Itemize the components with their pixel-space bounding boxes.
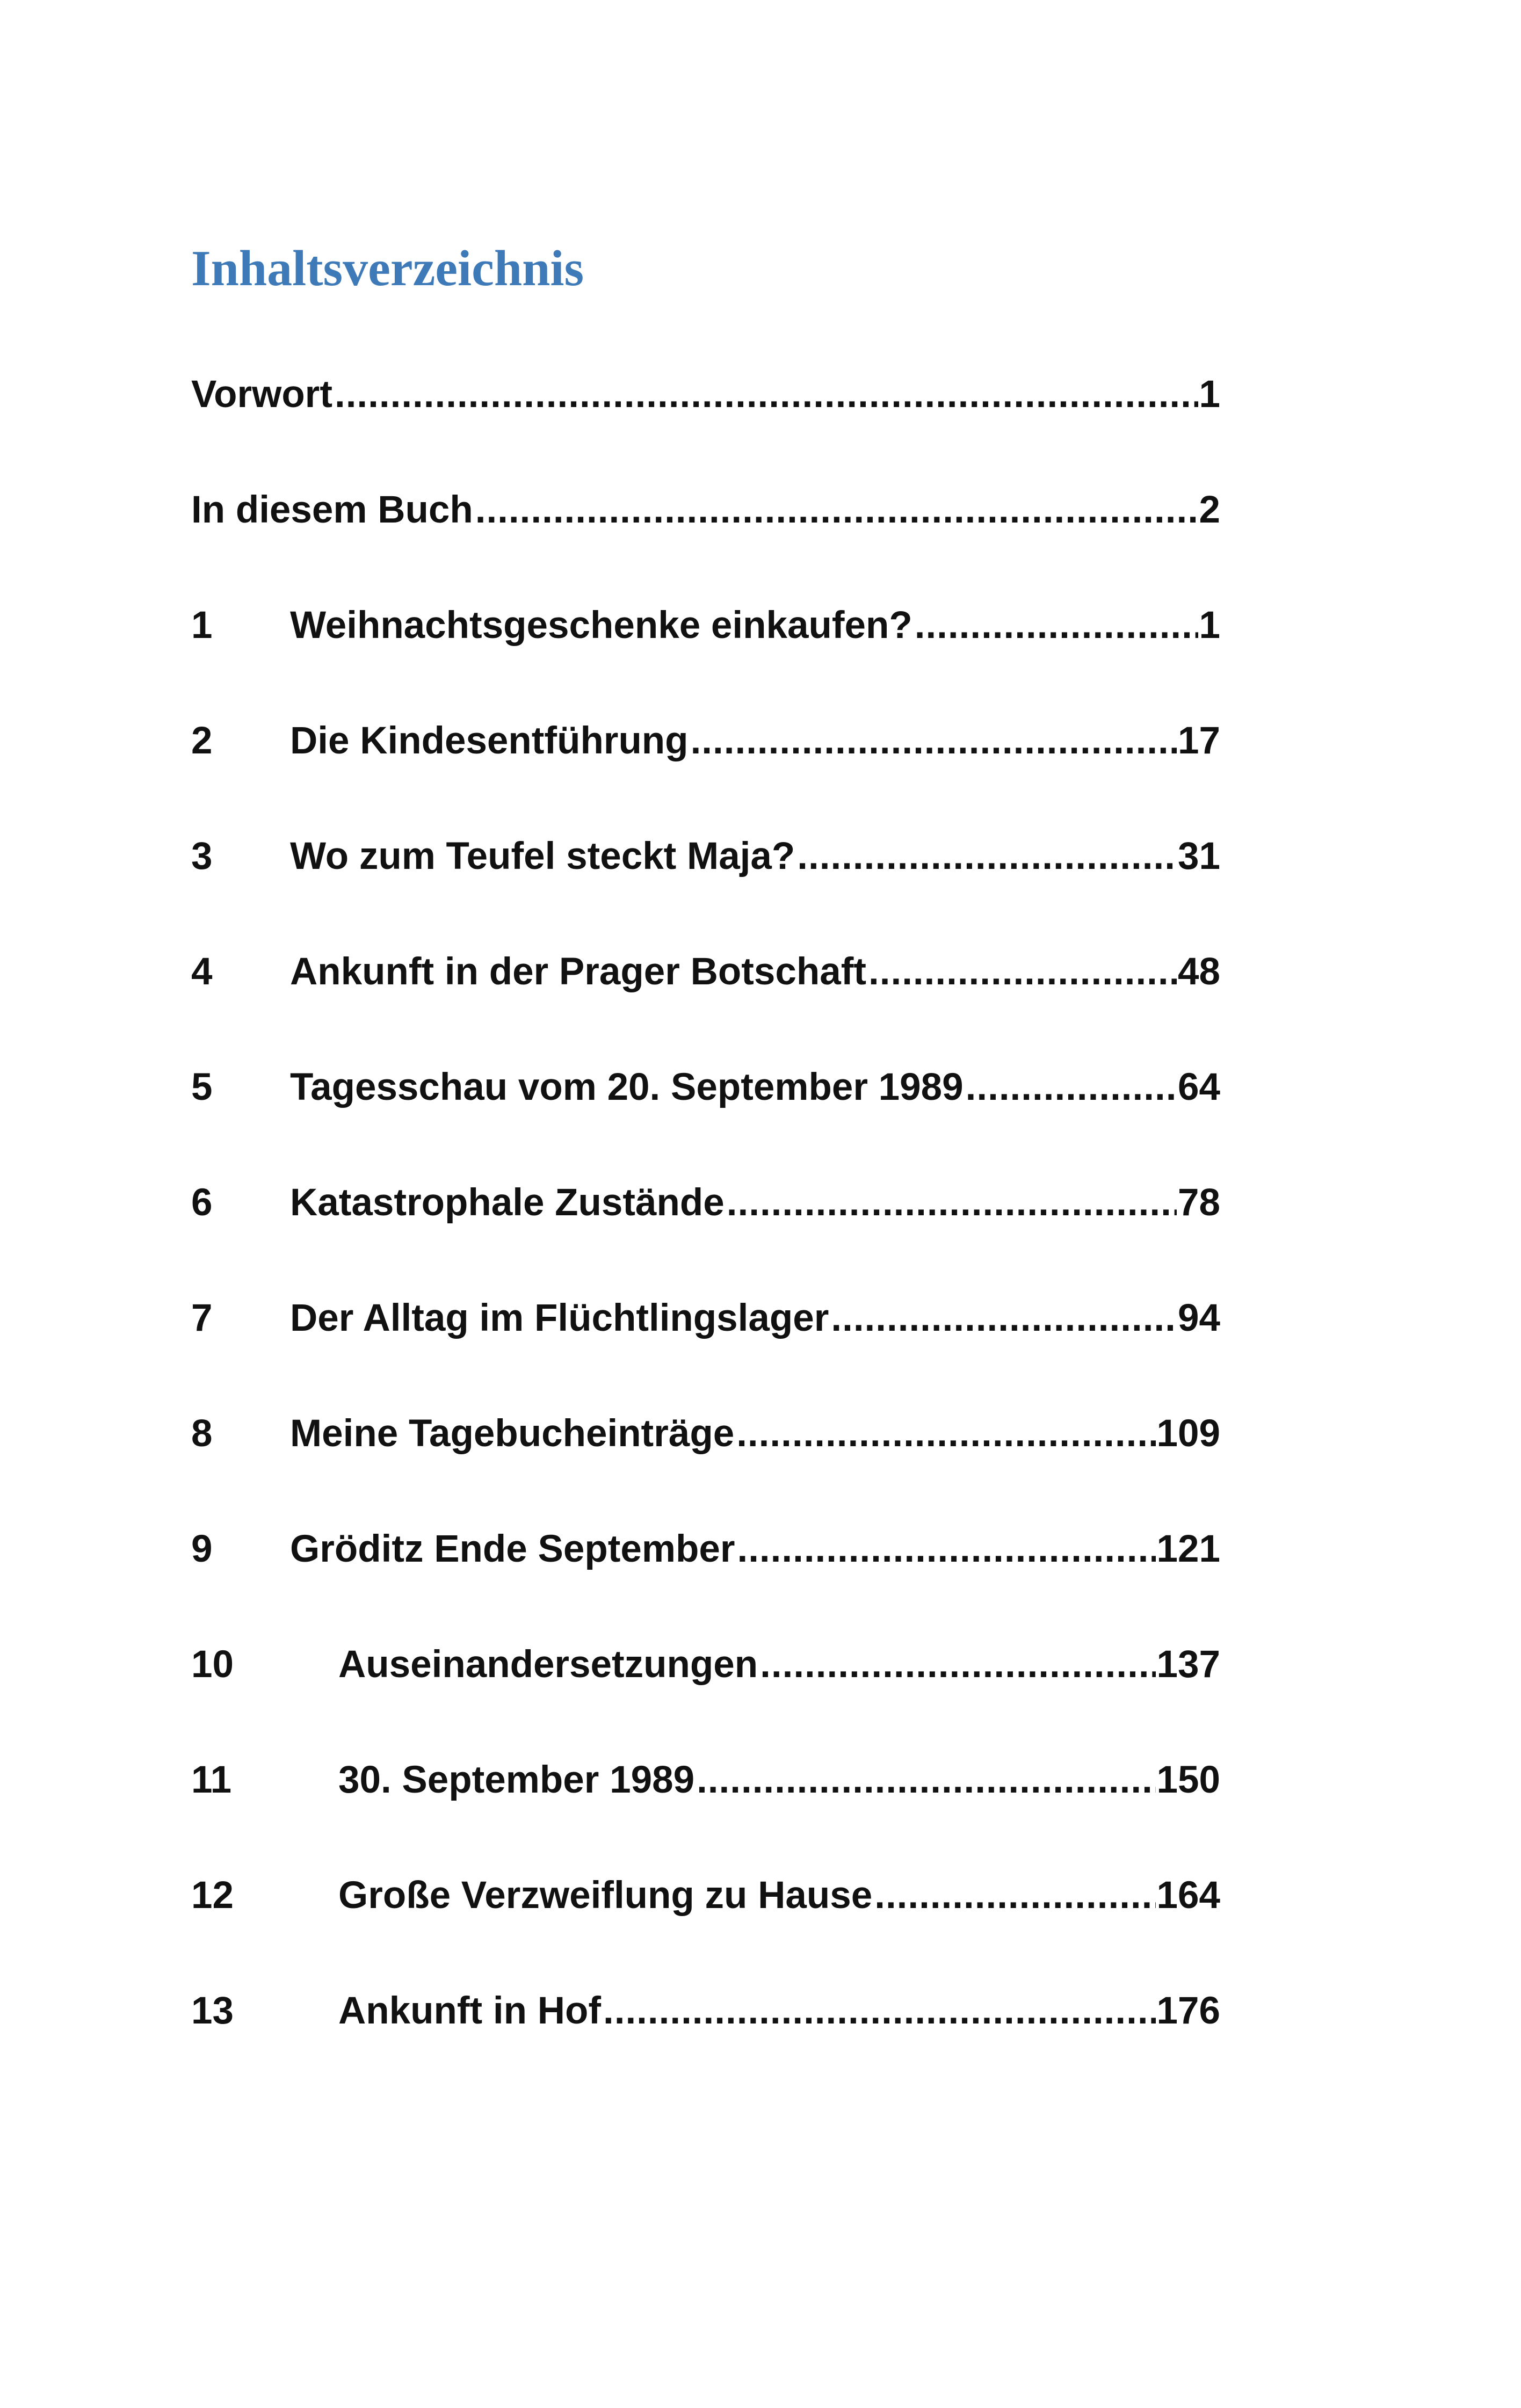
toc-page-number: 48 [1178, 951, 1220, 993]
toc-page-number: 150 [1156, 1759, 1220, 1801]
toc-chapter-number: 8 [191, 1412, 213, 1455]
toc-page-number: 137 [1156, 1643, 1220, 1686]
toc-entry-title: 30. September 1989 [338, 1759, 695, 1801]
toc-chapter-number: 10 [191, 1643, 234, 1686]
toc-page-number: 1 [1199, 373, 1220, 416]
toc-entry-title: Weihnachtsgeschenke einkaufen? [290, 604, 912, 647]
toc-chapter-number: 13 [191, 1990, 234, 2032]
toc-page-number: 94 [1178, 1297, 1220, 1339]
toc-chapter-number: 7 [191, 1297, 213, 1339]
toc-page-number: 64 [1178, 1066, 1220, 1108]
toc-entry-title: Wo zum Teufel steckt Maja? [290, 835, 795, 877]
toc-page-number: 164 [1156, 1874, 1220, 1917]
toc-page-number: 1 [1199, 604, 1220, 647]
toc-dot-leader [691, 714, 1177, 768]
toc-dot-leader [727, 1176, 1177, 1230]
toc-entry-chapter-3[interactable] [191, 830, 1220, 883]
toc-page-number: 176 [1156, 1990, 1220, 2032]
toc-entry-chapter-1[interactable] [191, 599, 1220, 652]
toc-dot-leader [335, 368, 1198, 422]
toc-entry-chapter-10[interactable] [191, 1638, 1220, 1692]
toc-entry-chapter-9[interactable] [191, 1522, 1220, 1576]
toc-dot-leader [797, 830, 1177, 883]
toc-dot-leader [760, 1638, 1155, 1692]
toc-page-number: 31 [1178, 835, 1220, 877]
toc-dot-leader [966, 1061, 1177, 1114]
toc-entry-chapter-5[interactable] [191, 1061, 1220, 1114]
toc-chapter-number: 3 [191, 835, 213, 877]
toc-entry-title: Gröditz Ende September [290, 1528, 735, 1570]
toc-entry-chapter-12[interactable] [191, 1869, 1220, 1923]
toc-entry-title: Ankunft in Hof [338, 1990, 601, 2032]
toc-chapter-number: 6 [191, 1181, 213, 1224]
toc-entry-chapter-11[interactable] [191, 1753, 1220, 1807]
toc-entry-title: Ankunft in der Prager Botschaft [290, 951, 867, 993]
toc-dot-leader [737, 1522, 1155, 1576]
toc-entry-title: Auseinandersetzungen [338, 1643, 758, 1686]
toc-chapter-number: 2 [191, 720, 213, 762]
toc-entry-in-diesem-buch[interactable] [191, 483, 1220, 537]
toc-page-number: 121 [1156, 1528, 1220, 1570]
toc-page-number: 17 [1178, 720, 1220, 762]
toc-dot-leader [868, 945, 1177, 999]
toc-entry-title: Große Verzweiflung zu Hause [338, 1874, 873, 1917]
toc-dot-leader [603, 1984, 1156, 2038]
toc-entry-chapter-4[interactable] [191, 945, 1220, 999]
toc-entry-chapter-2[interactable] [191, 714, 1220, 768]
toc-dot-leader [831, 1292, 1177, 1345]
toc-dot-leader [736, 1407, 1155, 1461]
toc-page-number: 109 [1156, 1412, 1220, 1455]
toc-heading: Inhaltsverzeichnis [191, 241, 584, 296]
toc-page-number: 78 [1178, 1181, 1220, 1224]
toc-entry-chapter-13[interactable] [191, 1984, 1220, 2038]
toc-entry-chapter-6[interactable] [191, 1176, 1220, 1230]
toc-chapter-number: 9 [191, 1528, 213, 1570]
toc-entry-chapter-7[interactable] [191, 1292, 1220, 1345]
toc-chapter-number: 1 [191, 604, 213, 647]
toc-entry-title: Tagesschau vom 20. September 1989 [290, 1066, 964, 1108]
toc-entry-title: Katastrophale Zustände [290, 1181, 725, 1224]
toc-entry-title: Vorwort [191, 373, 332, 416]
toc-page-number: 2 [1199, 489, 1220, 531]
toc-entry-title: In diesem Buch [191, 489, 473, 531]
toc-chapter-number: 5 [191, 1066, 213, 1108]
toc-dot-leader [697, 1753, 1155, 1807]
toc-entry-title: Der Alltag im Flüchtlingslager [290, 1297, 829, 1339]
toc-dot-leader [475, 483, 1198, 537]
toc-entry-title: Die Kindesentführung [290, 720, 689, 762]
toc-chapter-number: 4 [191, 951, 213, 993]
toc-entry-title: Meine Tagebucheinträge [290, 1412, 735, 1455]
toc-dot-leader [915, 599, 1198, 652]
toc-chapter-number: 12 [191, 1874, 234, 1917]
toc-dot-leader [874, 1869, 1155, 1923]
toc-entry-vorwort[interactable] [191, 368, 1220, 422]
toc-entry-chapter-8[interactable] [191, 1407, 1220, 1461]
toc-chapter-number: 11 [191, 1759, 232, 1801]
